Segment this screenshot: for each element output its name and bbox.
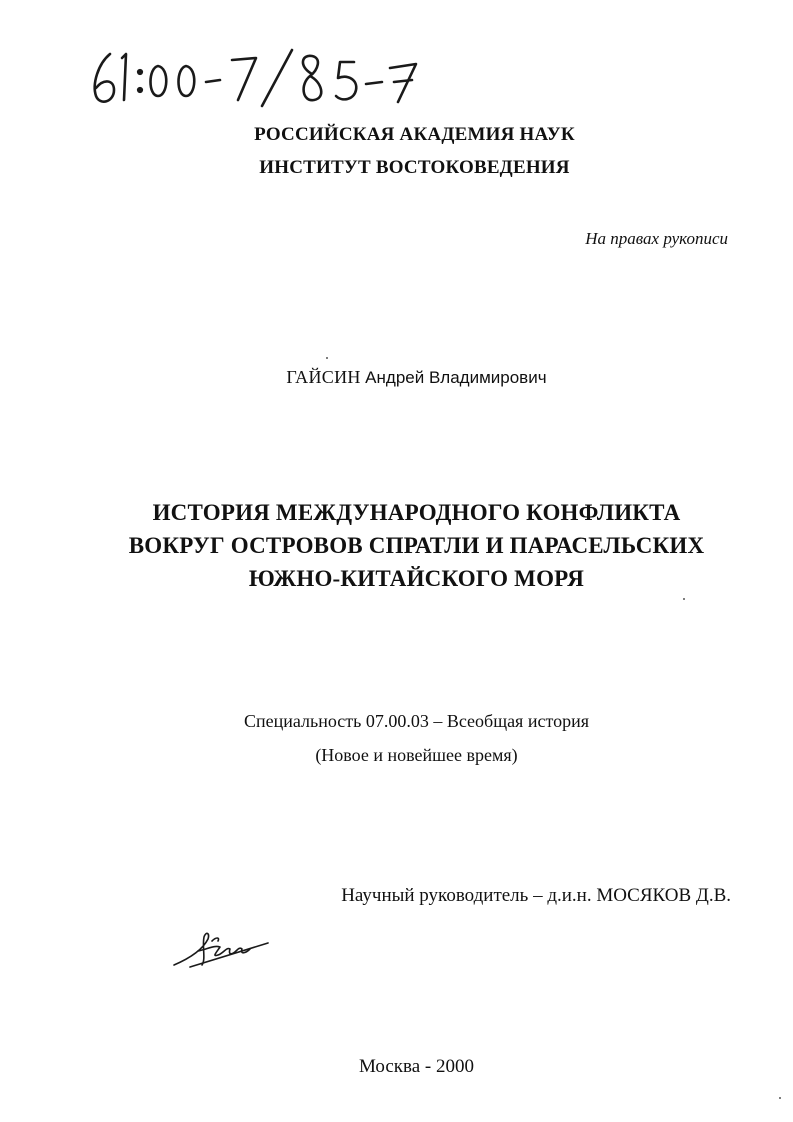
scientific-supervisor: Научный руководитель – д.и.н. МОСЯКОВ Д.В. [341,885,731,906]
author-name [20,367,793,388]
handwritten-catalog-number [86,44,426,108]
rights-note: На правах рукописи [585,229,728,248]
author-surname: ГАЙСИН [286,367,361,387]
organization-institute: ИНСТИТУТ ВОСТОКОВЕДЕНИЯ [259,157,570,178]
organization-academy: РОССИЙСКАЯ АКАДЕМИЯ НАУК [254,124,575,145]
city-and-year: Москва - 2000 [358,1056,475,1077]
author-given-names: Андрей Владимирович [365,368,547,387]
specialty-code: Специальность 07.00.03 – Всеобщая история [243,711,590,731]
scan-speck [326,357,328,359]
handwritten-signature [168,925,278,973]
specialty-period: (Новое и новейшее время) [315,745,518,765]
scan-speck [683,598,685,600]
thesis-title-line-3: ЮЖНО-КИТАЙСКОГО МОРЯ [248,566,585,591]
scan-speck [779,1097,781,1099]
thesis-title-line-1: ИСТОРИЯ МЕЖДУНАРОДНОГО КОНФЛИКТА [152,500,681,525]
thesis-title-line-2: ВОКРУГ ОСТРОВОВ СПРАТЛИ И ПАРАСЕЛЬСКИХ [128,533,705,558]
